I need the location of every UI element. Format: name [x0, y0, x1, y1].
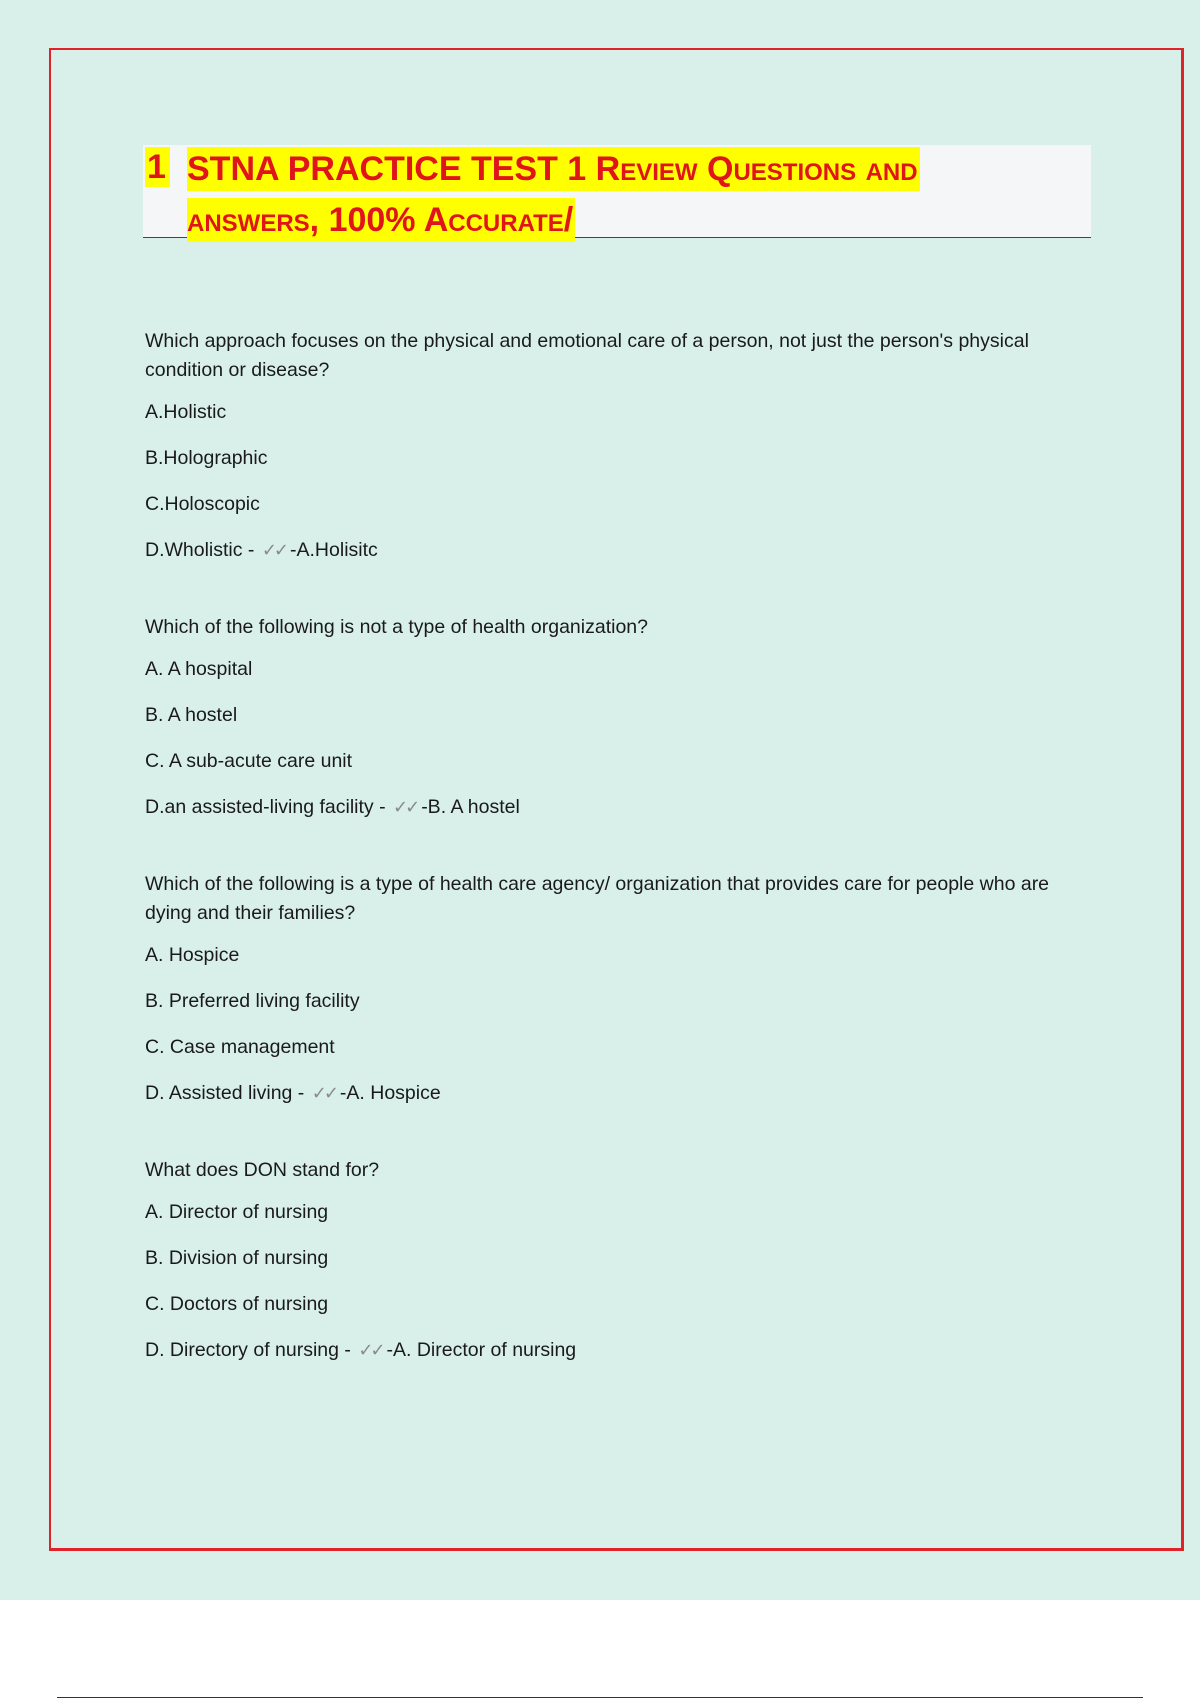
- double-check-icon: ✓✓: [358, 1340, 383, 1361]
- option-d: D. Directory of nursing -: [145, 1339, 351, 1361]
- option-c: C. Case management: [145, 1036, 335, 1058]
- question-block: [145, 613, 1085, 826]
- option-d-with-answer: [145, 1079, 1085, 1112]
- option-d: D. Assisted living -: [145, 1082, 305, 1104]
- option-a: A. A hospital: [145, 658, 253, 680]
- title-number: 1: [145, 147, 170, 187]
- question-text: Which of the following is not a type of health organization?: [145, 616, 648, 638]
- option-d-with-answer: [145, 536, 1085, 569]
- title-line-1: STNA PRACTICE TEST 1 Review Questions and: [187, 147, 920, 191]
- option-d: D.Wholistic -: [145, 539, 255, 561]
- option-a: A.Holistic: [145, 401, 227, 423]
- option-d-with-answer: [145, 793, 1085, 826]
- question-text: Which of the following is a type of health care agency/ organization that provides care for people who are dying and their families?: [145, 873, 1050, 924]
- option-b: B. A hostel: [145, 704, 238, 726]
- option-a: A. Hospice: [145, 944, 240, 966]
- answer-text: -B. A hostel: [421, 796, 520, 818]
- double-check-icon: ✓✓: [311, 1083, 336, 1104]
- answer-text: -A.Holisitc: [290, 539, 378, 561]
- option-c: C.Holoscopic: [145, 493, 260, 515]
- option-c: C. A sub-acute care unit: [145, 750, 353, 772]
- question-block: [145, 870, 1085, 1112]
- option-a: A. Director of nursing: [145, 1201, 329, 1223]
- question-block: [145, 327, 1085, 569]
- double-check-icon: ✓✓: [393, 797, 418, 818]
- option-b: B. Preferred living facility: [145, 990, 360, 1012]
- title-line-2: answers, 100% Accurate/: [187, 198, 575, 242]
- option-d: D.an assisted-living facility -: [145, 796, 386, 818]
- title-text: [187, 147, 920, 249]
- question-block: [145, 1156, 1085, 1369]
- document-title: [143, 145, 1091, 238]
- answer-text: -A. Director of nursing: [386, 1339, 577, 1361]
- option-b: B.Holographic: [145, 447, 268, 469]
- double-check-icon: ✓✓: [261, 540, 287, 561]
- questions-list: [145, 327, 1085, 1413]
- answer-text: -A. Hospice: [339, 1082, 441, 1104]
- option-b: B. Division of nursing: [145, 1247, 329, 1269]
- option-d-with-answer: [145, 1336, 1085, 1369]
- question-text: Which approach focuses on the physical and emotional care of a person, not just the person's physical condition or disease?: [145, 330, 1029, 381]
- option-c: C. Doctors of nursing: [145, 1293, 329, 1315]
- question-text: What does DON stand for?: [145, 1159, 380, 1181]
- footer-divider: [57, 1697, 1143, 1698]
